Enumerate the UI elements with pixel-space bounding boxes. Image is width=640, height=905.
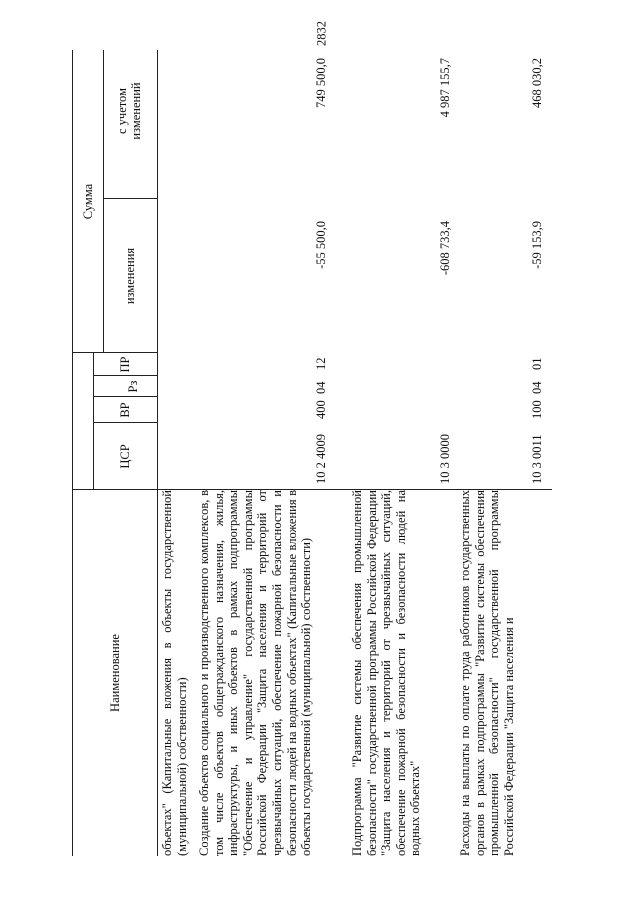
row-change: -59 153,9 (530, 221, 544, 269)
row-name: объектах" (Капитальные вложения в объекты государственной (муниципальной) собственности) (160, 490, 189, 856)
header-vr: ВР (118, 402, 132, 418)
header-csr: ЦСР (118, 444, 132, 469)
row-csr: 10 3 0000 (438, 434, 452, 484)
row-total: 4 987 155,7 (438, 58, 452, 118)
row-name: Расходы на выплаты по оплате труда работников государственных органов в рамках подпрограммы "Развитие системы обеспечения промышленной безопасности" государственной программы Российской Федерации "Защита населения и (458, 490, 516, 856)
row-vr: 400 (314, 400, 328, 419)
row-pr: 12 (314, 357, 328, 370)
header-rz: Рз (126, 380, 140, 393)
row-total: 749 500,0 (314, 58, 328, 108)
row-name: Создание объектов социального и производственного комплексов, в том числе объектов общегражданского назначения, жилья, инфраструктуры, и иных объектов в рамках подпрограммы "Обеспечение и управление" государственной программы Российской Федерации "Защита населения и территорий от чрезвычайных ситуаций, обеспечение пожарной безопасности и безопасности людей на водных объектах" (Капитальные вложения в объекты государственной (муниципальной) собственности) (197, 490, 314, 856)
header-pr: ПР (118, 356, 132, 373)
row-name: Подпрограмма "Развитие системы обеспечения промышленной безопасности" государственной программы Российской Федерации "Защита населения и территорий от чрезвычайных ситуаций, обеспечение пожарной безопасности и безопасности людей на водных объектах" (350, 490, 423, 856)
row-total: 468 030,2 (530, 58, 544, 108)
header-change: изменения (123, 247, 137, 305)
row-pr: 01 (530, 357, 544, 370)
header-sum: Сумма (81, 183, 95, 220)
row-csr: 10 2 4009 (314, 434, 328, 484)
header-with-changes: с учетом изменений (115, 82, 143, 140)
row-rz: 04 (314, 381, 328, 394)
row-change: -608 733,4 (438, 221, 452, 276)
row-change: -55 500,0 (314, 221, 328, 269)
page-number: 2832 (314, 21, 329, 46)
row-rz: 04 (530, 381, 544, 394)
budget-table (72, 50, 552, 856)
table-header (72, 50, 158, 856)
row-csr: 10 3 0011 (530, 434, 544, 484)
header-name: Наименование (108, 634, 122, 712)
row-vr: 100 (530, 400, 544, 419)
